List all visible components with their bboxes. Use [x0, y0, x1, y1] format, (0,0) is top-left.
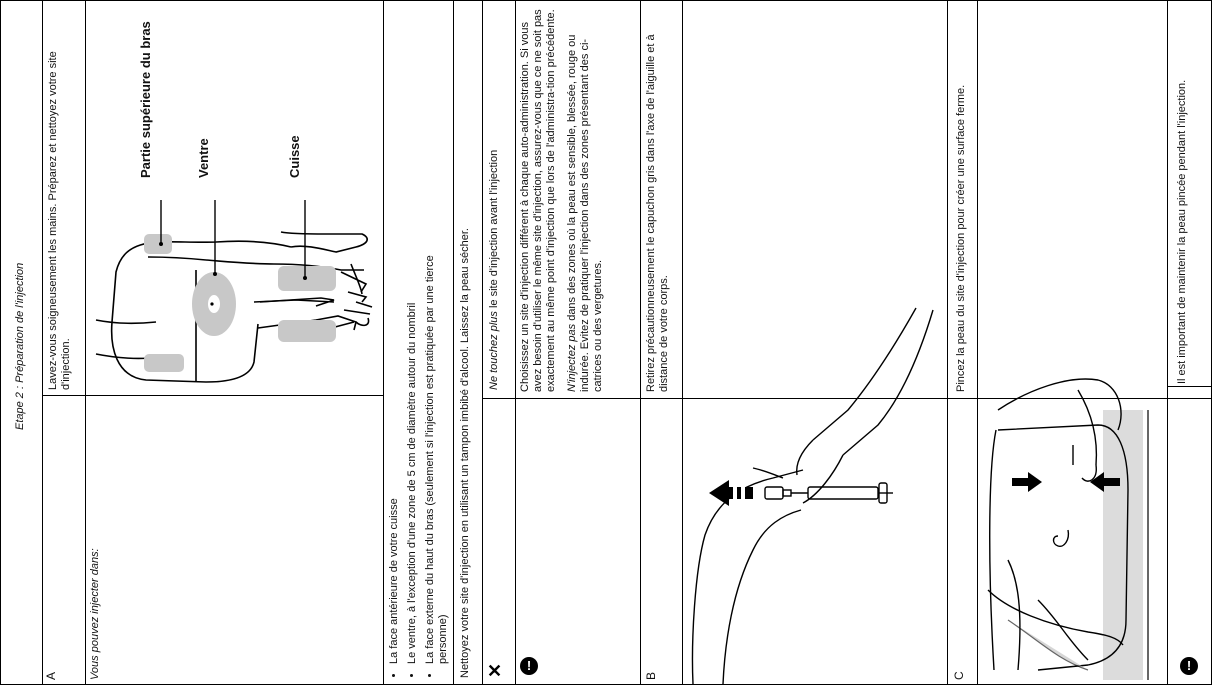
- diagram-label-belly: Ventre: [196, 138, 211, 178]
- warning-paragraph-1: Choisissez un site d'injection différent à chaque auto-administration. Si vous avez besoin d'utiliser le même site d'injection, assurez-vous que ce ne soit pas exactement au même point d'injection que lors de l'administra-tion précédente.: [519, 9, 557, 392]
- step-b-letter: B: [644, 671, 658, 680]
- diagram-label-thigh: Cuisse: [287, 135, 302, 178]
- pinch-skin-illustration: [978, 370, 1166, 682]
- arm-zone-lower: [144, 354, 184, 372]
- sites-intro: Vous pouvez injecter dans:: [89, 548, 101, 680]
- list-item: • Le ventre, à l'exception d'une zone de 5 cm de diamètre autour du nombril: [406, 208, 419, 664]
- column-divider: [947, 0, 948, 685]
- column-divider: [515, 0, 516, 685]
- exclamation-icon: !: [1180, 657, 1198, 675]
- do-not-touch-block: [488, 10, 501, 390]
- remove-cap-illustration: [683, 300, 945, 684]
- column-divider: [42, 0, 43, 685]
- belly-label-block: [196, 98, 211, 178]
- step-c-instruction: Pincez la peau du site d'injection pour créer une surface ferme.: [955, 84, 967, 392]
- sites-list: [388, 208, 450, 678]
- step-a-instruction: Lavez-vous soigneusement les mains. Préparez et nettoyez votre site d'injection.: [47, 51, 72, 390]
- row-divider: [85, 395, 383, 396]
- thigh-label-block: [287, 98, 302, 178]
- row-divider: [1167, 386, 1211, 387]
- column-divider: [640, 0, 641, 685]
- warning-emphasis: N'injectez pas: [566, 323, 578, 392]
- sites-intro-block: [89, 400, 102, 680]
- step-c-letter: C: [952, 671, 966, 680]
- thigh-zone-lower: [278, 320, 336, 342]
- step-c-note: Il est important de maintenir la peau pincée pendant l'injection.: [1176, 79, 1188, 384]
- page-title: Etape 2 : Préparation de l'injection: [14, 262, 26, 430]
- warning-paragraph-2: dans des zones où la peau est sensible, blessée, rouge ou indurée. Evitez de pratiquer l'injection dans des zones présentant des ci-catrices ou des vergetures.: [566, 34, 604, 392]
- title-block: [14, 10, 27, 430]
- clean-block: [459, 178, 472, 678]
- exclamation-icon: !: [520, 657, 538, 675]
- arm-label-block: [138, 0, 153, 178]
- step-b-instruction-block: [645, 7, 671, 392]
- column-divider: [482, 0, 483, 685]
- row-divider: [42, 395, 85, 396]
- step-c-instruction-block: [955, 7, 968, 392]
- step-a-letter: A: [44, 671, 58, 680]
- thigh-zone-upper: [278, 266, 336, 291]
- list-item: • La face externe du haut du bras (seulement si l'injection est pratiquée par une tierce personne): [424, 208, 450, 664]
- list-item: • La face antérieure de votre cuisse: [388, 208, 401, 664]
- x-icon: ✕: [487, 661, 503, 681]
- step-b-instruction: Retirez précautionneusement le capuchon gris dans l'axe de l'aiguille et à distance de votre corps.: [645, 34, 670, 392]
- clean-instruction: Nettoyez votre site d'injection en utilisant un tampon imbibé d'alcool. Laissez la peau sécher.: [459, 228, 471, 678]
- column-divider: [383, 0, 384, 685]
- do-not-touch-text: le site d'injection avant l'injection: [488, 149, 500, 312]
- body-diagram: [86, 2, 382, 394]
- column-divider: [1167, 0, 1168, 685]
- arrow-right-icon: [1012, 472, 1042, 492]
- sites-list-block: [388, 208, 455, 678]
- warning-block: [519, 7, 605, 392]
- do-not-touch-emphasis: Ne touchez plus: [488, 311, 500, 390]
- step-a-instruction-block: [47, 5, 73, 390]
- arm-zone: [144, 234, 172, 254]
- step-c-note-block: [1176, 9, 1189, 384]
- arrow-left-icon: [709, 480, 753, 506]
- diagram-label-arm: Partie supérieure du bras: [138, 21, 153, 178]
